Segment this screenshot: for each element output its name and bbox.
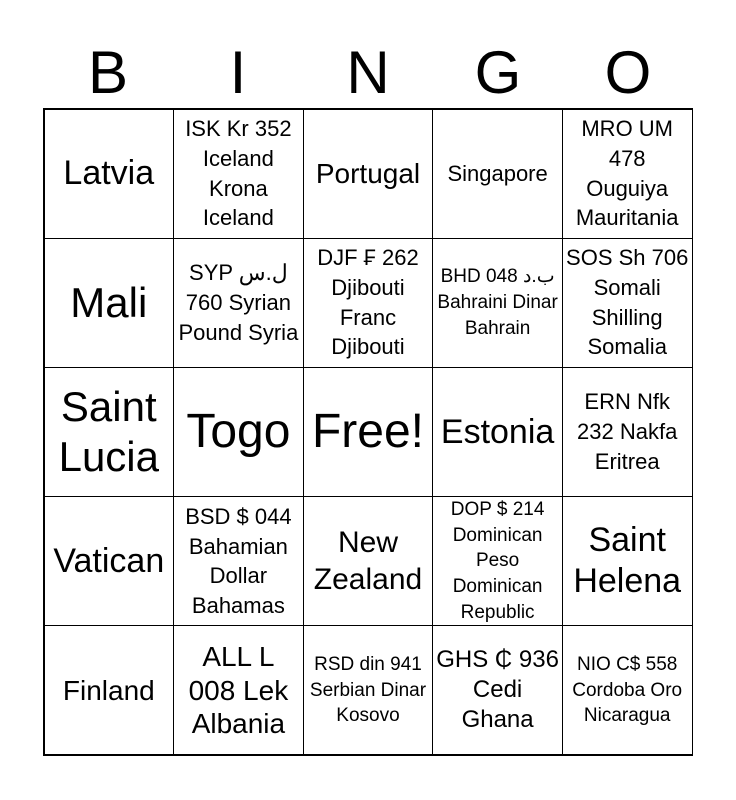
bingo-cell[interactable]: RSD din 941 Serbian Dinar Kosovo bbox=[303, 625, 434, 755]
bingo-cell[interactable]: Mali bbox=[44, 238, 175, 368]
header-letter-g: G bbox=[474, 39, 522, 106]
bingo-cell[interactable]: Latvia bbox=[44, 109, 175, 239]
bingo-cell[interactable]: BSD $ 044 Bahamian Dollar Bahamas bbox=[173, 496, 304, 626]
bingo-cell[interactable]: SOS Sh 706 Somali Shilling Somalia bbox=[562, 238, 693, 368]
bingo-cell[interactable]: Finland bbox=[44, 625, 175, 755]
bingo-cell[interactable]: Singapore bbox=[432, 109, 563, 239]
bingo-cell[interactable]: New Zealand bbox=[303, 496, 434, 626]
bingo-cell[interactable]: Vatican bbox=[44, 496, 175, 626]
bingo-cell[interactable]: Estonia bbox=[432, 367, 563, 497]
bingo-cell[interactable]: Portugal bbox=[303, 109, 434, 239]
bingo-cell[interactable]: Togo bbox=[173, 367, 304, 497]
bingo-cell[interactable]: SYP ل.س 760 Syrian Pound Syria bbox=[173, 238, 304, 368]
bingo-cell[interactable]: Saint Lucia bbox=[44, 367, 175, 497]
bingo-cell[interactable]: Saint Helena bbox=[562, 496, 693, 626]
header-letter-i: I bbox=[229, 39, 247, 106]
bingo-cell[interactable]: ISK Kr 352 Iceland Krona Iceland bbox=[173, 109, 304, 239]
bingo-board bbox=[43, 108, 693, 756]
bingo-cell[interactable]: NIO C$ 558 Cordoba Oro Nicaragua bbox=[562, 625, 693, 755]
bingo-cell[interactable]: GHS ₵ 936 Cedi Ghana bbox=[432, 625, 563, 755]
header-letter-b: B bbox=[87, 39, 129, 106]
header-letter-n: N bbox=[346, 39, 390, 106]
bingo-cell[interactable]: DJF ₣ 262 Djibouti Franc Djibouti bbox=[303, 238, 434, 368]
bingo-header bbox=[43, 38, 693, 108]
bingo-cell[interactable]: ALL L 008 Lek Albania bbox=[173, 625, 304, 755]
bingo-cell[interactable]: BHD 048 ب.د Bahraini Dinar Bahrain bbox=[432, 238, 563, 368]
header-letter-o: O bbox=[604, 39, 652, 106]
bingo-cell[interactable]: MRO UM 478 Ouguiya Mauritania bbox=[562, 109, 693, 239]
bingo-cell[interactable]: ERN Nfk 232 Nakfa Eritrea bbox=[562, 367, 693, 497]
bingo-cell[interactable]: DOP $ 214 Dominican Peso Dominican Republic bbox=[432, 496, 563, 626]
free-space[interactable]: Free! bbox=[303, 367, 434, 497]
